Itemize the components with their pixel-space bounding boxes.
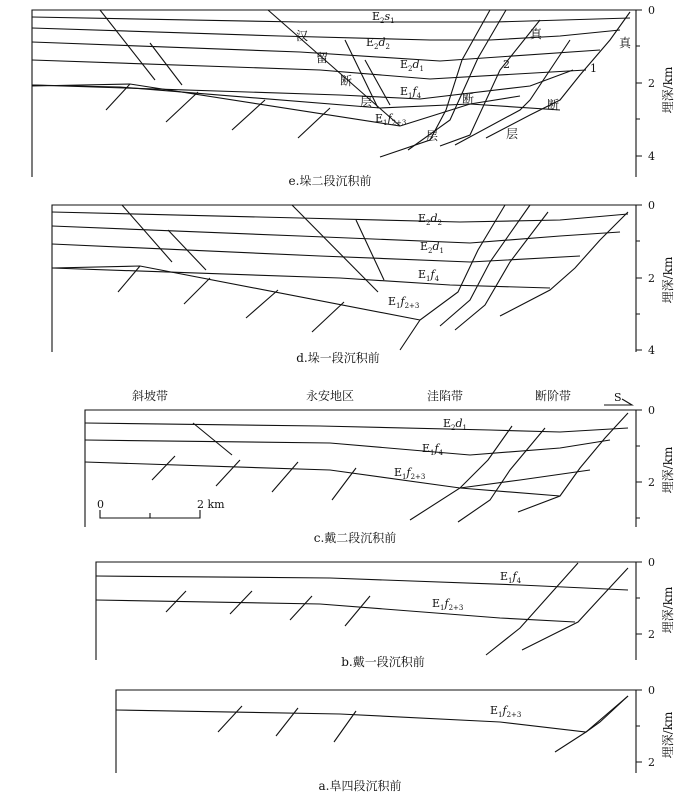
panel-d [52,199,675,365]
panel-e-formation-label: $E_2d_2$ [366,36,391,51]
panel-d-caption: d.垛一段沉积前 [296,351,380,365]
panel-d-fault [122,205,172,262]
panel-e-fault-label: 留 [316,51,329,65]
panel-c-axis-title: 埋深/km [661,446,675,494]
panel-b-basement-fault [290,596,312,620]
panel-e-tick-2: 2 [648,77,655,90]
panel-c-fault [518,413,628,512]
panel-a-formation-label: $E_1f_{2+3}$ [490,704,522,719]
panel-b-tick-0: 0 [648,556,655,569]
panel-c-tick-0: 0 [648,404,655,417]
panel-c-axis-ticks [636,410,642,518]
panel-d-basement-fault [184,278,210,304]
panel-e-horizon [32,85,560,110]
panel-e-tick-4: 4 [648,150,655,163]
panel-e-fault-label: 2 [503,58,510,71]
panel-e-fault-label: 断 [462,92,475,106]
panel-c-fault [193,423,232,455]
panel-e-fault-label: 真 [530,27,543,41]
panel-c-horizon [85,423,628,432]
panel-d-boundary-fault [400,205,505,350]
panel-e-fault [408,10,506,150]
panel-a-frame [116,690,636,773]
panel-d-fault [455,212,548,330]
panel-b-axis-ticks [636,562,642,634]
panel-a-basement-fault [276,708,298,736]
panel-d-axis-title: 埋深/km [661,256,675,304]
panel-e-formation-label: $E_1f_4$ [400,85,422,100]
panel-d-formation-label: $E_2d_2$ [418,212,443,227]
panel-c-zone-label: 断阶带 [534,389,572,403]
panel-c-formation-label: $E_2d_1$ [443,417,468,432]
panel-a-basement-fault [334,711,356,742]
panel-e-caption: e.垛二段沉积前 [288,174,372,188]
panel-a [116,684,675,793]
panel-e-horizon [32,17,630,22]
panel-a-basement-fault [218,706,242,732]
panel-e-fault-label: 1 [590,62,597,75]
panel-b-fault [522,568,628,650]
panel-c-basement-fault [152,456,175,480]
panel-d-tick-4: 4 [648,344,655,357]
panel-d-fault [292,205,378,292]
panel-c-scale-label: 2 km [197,498,225,511]
panel-e [32,4,675,188]
panel-c-caption: c.戴二段沉积前 [313,531,397,545]
panel-a-horizon [116,696,628,732]
panel-d-tick-2: 2 [648,272,655,285]
panel-e-formation-label: $E_1f_{2+3}$ [375,112,407,127]
panel-e-fault-label: 汉 [296,29,309,43]
panel-d-formation-label: $E_1f_{2+3}$ [388,295,420,310]
panel-c-tick-2: 2 [648,476,655,489]
panel-c-frame [85,410,636,527]
panel-d-formation-label: $E_1f_4$ [418,268,440,283]
panel-e-tick-0: 0 [648,4,655,17]
panel-e-fault-label: 断 [340,74,353,88]
panel-c-direction-label: S [614,391,622,404]
panel-c-horizon [460,488,560,496]
panel-b-horizon [96,576,628,590]
panel-d-axis-ticks [636,205,642,350]
panel-a-caption: a.阜四段沉积前 [318,779,402,793]
panel-b-axis-title: 埋深/km [661,586,675,634]
panel-e-frame [32,10,636,177]
panel-c-scale-label: 0 [97,498,104,511]
panel-d-fault [168,230,206,270]
panel-b-formation-label: $E_1f_{2+3}$ [432,597,464,612]
panel-e-horizon [400,96,520,126]
panel-c-scale-bar [100,510,200,518]
panel-c-zone-label: 斜坡带 [131,389,169,403]
panel-c-horizon [85,440,610,455]
panel-c-formation-label: $E_1f_4$ [422,442,444,457]
panel-d-formation-label: $E_2d_1$ [420,240,445,255]
panel-b [96,556,675,669]
panel-e-fault-label: 层 [426,129,439,143]
panel-e-axis-title: 埋深/km [661,66,675,114]
panel-a-tick-0: 0 [648,684,655,697]
panel-c-basement-fault [272,462,298,492]
panel-d-basement-fault [312,302,344,332]
panel-c [85,388,675,545]
panel-a-axis-title: 埋深/km [661,711,675,759]
panel-b-formation-label: $E_1f_4$ [500,570,522,585]
panel-c-zone-label: 洼陷带 [426,389,464,403]
panel-a-fault [555,696,628,752]
panel-c-horizon [85,462,590,488]
panel-e-fault-label: 断 [547,98,560,112]
panel-e-basement-fault [232,100,265,130]
panel-b-tick-2: 2 [648,628,655,641]
panel-c-formation-label: $E_1f_{2+3}$ [394,466,426,481]
panel-e-fault-label: 层 [360,95,373,109]
panel-e-formation-label: $E_2d_1$ [400,58,425,73]
panel-e-formation-label: $E_2s_1$ [372,10,395,25]
panel-b-horizon [96,600,575,622]
panel-e-axis-ticks [636,10,642,156]
panel-b-basement-fault [345,596,370,626]
panel-a-tick-2: 2 [648,756,655,769]
panel-d-fault [356,220,384,280]
panel-e-fault-label: 层 [506,127,519,141]
panel-d-basement-fault [246,290,278,318]
panel-a-axis-ticks [636,690,642,762]
panel-e-basement-fault [166,92,198,122]
panel-d-tick-0: 0 [648,199,655,212]
panel-d-fault [500,212,628,316]
panel-e-fault-label: 真 [619,36,632,50]
panel-c-zone-label: 永安地区 [305,389,355,403]
panel-b-caption: b.戴一段沉积前 [341,655,425,669]
panel-c-basement-fault [332,468,356,500]
panel-d-horizon [52,268,550,288]
panel-c-fault [458,428,545,522]
panel-c-basement-fault [216,460,240,486]
